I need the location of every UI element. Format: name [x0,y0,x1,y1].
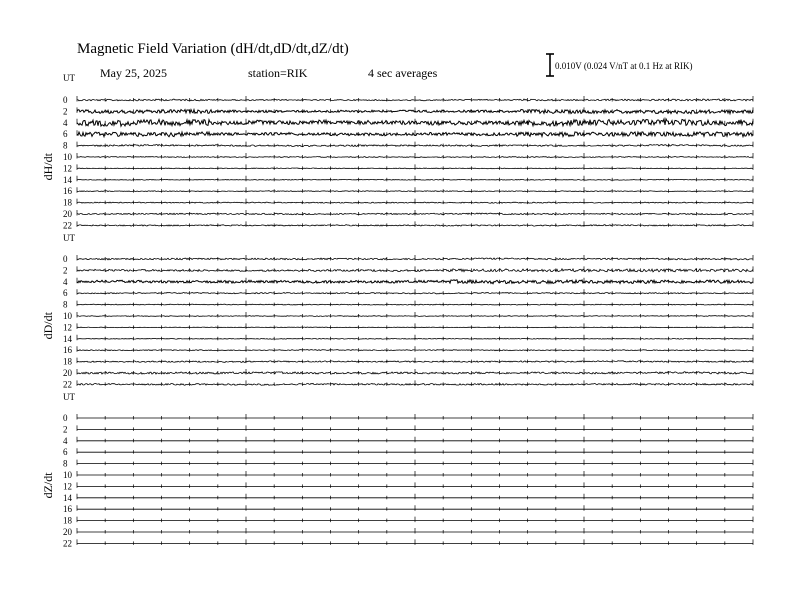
scale-bar [546,54,554,76]
row-label: 14 [63,174,72,185]
row-label: 8 [63,458,68,469]
row-label: 6 [63,447,68,458]
row-label: 22 [63,538,72,549]
panel-dD-dt [41,233,753,389]
station-label: station=RIK [248,66,308,80]
ut-label: UT [63,392,75,402]
row-label: 0 [63,413,68,423]
panel-ylabel: dH/dt [41,153,55,181]
row-label: 2 [63,106,68,117]
panel-ylabel: dD/dt [41,312,55,340]
row-label: 16 [63,186,72,197]
row-label: 6 [63,288,68,299]
row-label: 8 [63,140,68,151]
hour-ticks [77,142,753,148]
row-label: 0 [63,254,68,264]
row-label: 4 [63,276,68,287]
hour-ticks [77,380,753,386]
hour-ticks [77,210,753,216]
row-label: 12 [63,163,72,174]
hour-ticks [77,153,753,159]
panel-ylabel: dZ/dt [41,472,55,499]
row-label: 10 [63,470,72,480]
row-label: 12 [63,481,72,492]
ut-label: UT [63,73,75,83]
hour-ticks [77,335,753,341]
hour-ticks [77,460,753,466]
row-label: 22 [63,220,72,231]
averaging-label: 4 sec averages [368,66,438,80]
row-label: 20 [63,527,72,537]
row-label: 4 [63,435,68,446]
row-label: 22 [63,379,72,390]
hour-ticks [77,517,753,523]
row-label: 20 [63,209,72,219]
hour-ticks [77,323,753,329]
row-label: 18 [63,356,72,367]
hour-ticks [77,471,753,477]
row-label: 6 [63,129,68,140]
hour-ticks [77,164,753,170]
hour-ticks [77,187,753,193]
panel-dH-dt [41,73,753,230]
row-label: 10 [63,152,72,162]
hour-ticks [77,301,753,307]
hour-ticks [77,176,753,182]
hour-ticks [77,369,753,375]
row-label: 0 [63,95,68,105]
hour-ticks [77,505,753,511]
hour-ticks [77,448,753,454]
hour-ticks [77,437,753,443]
row-label: 8 [63,299,68,310]
date-label: May 25, 2025 [100,66,167,80]
hour-ticks [77,312,753,318]
hour-ticks [77,289,753,295]
hour-ticks [77,96,753,102]
row-label: 4 [63,117,68,128]
hour-ticks [77,494,753,500]
chart-title: Magnetic Field Variation (dH/dt,dD/dt,dZ/dt) [77,41,349,57]
row-label: 10 [63,311,72,321]
row-label: 16 [63,345,72,356]
row-label: 14 [63,492,72,503]
row-label: 20 [63,368,72,378]
hour-ticks [77,414,753,420]
panels [41,73,753,548]
row-label: 14 [63,333,72,344]
panel-dZ-dt [41,392,753,548]
row-label: 2 [63,424,68,435]
hour-ticks [77,346,753,352]
hour-ticks [77,482,753,488]
row-label: 12 [63,322,72,333]
row-label: 2 [63,265,68,276]
hour-ticks [77,528,753,534]
row-label: 18 [63,515,72,526]
hour-ticks [77,539,753,545]
ut-label: UT [63,233,75,243]
row-label: 16 [63,504,72,515]
scale-label: 0.010V (0.024 V/nT at 0.1 Hz at RIK) [555,61,693,71]
hour-ticks [77,221,753,227]
hour-ticks [77,425,753,431]
hour-ticks [77,199,753,205]
row-label: 18 [63,197,72,208]
